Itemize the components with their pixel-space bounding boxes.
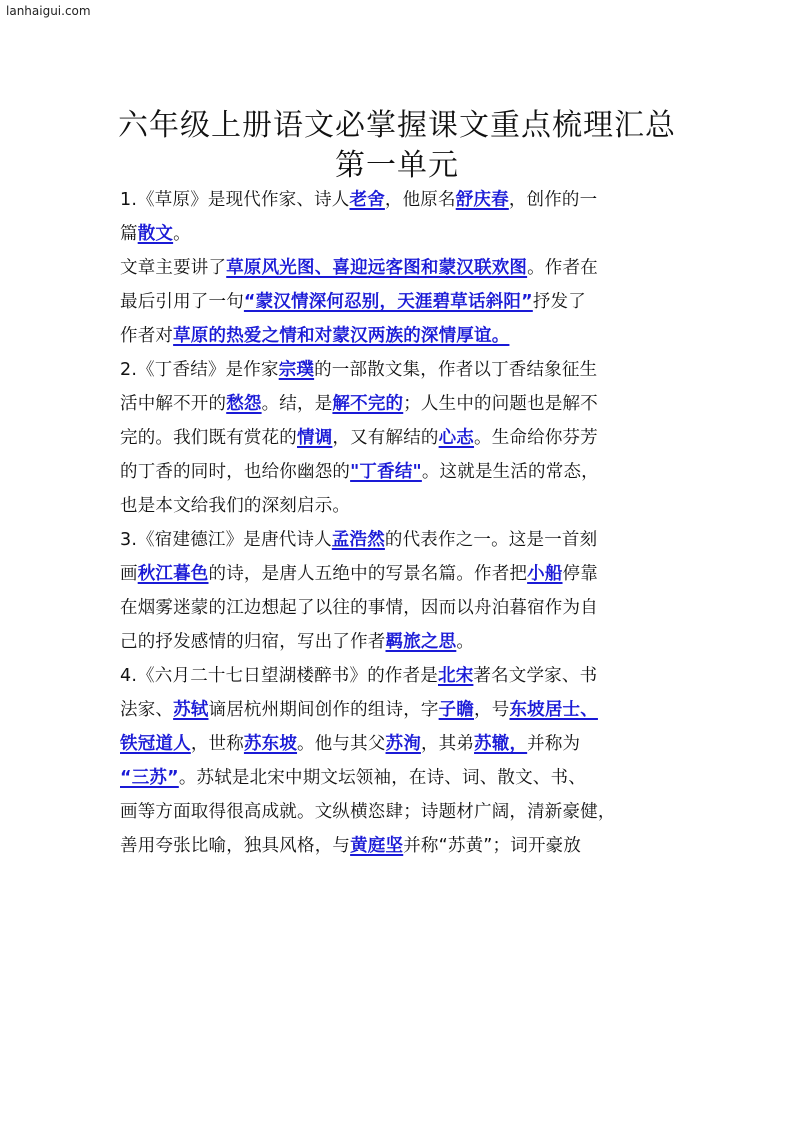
text-segment: ，其弟 — [420, 734, 475, 754]
unit-heading: 第一单元 — [335, 148, 459, 183]
text-line — [120, 285, 675, 319]
text-segment: 的丁香的同时，也给你幽怨的 — [120, 462, 351, 482]
highlighted-keyword: 心志 — [438, 428, 475, 448]
document-body — [120, 183, 675, 863]
text-segment: ，创作的一 — [508, 190, 598, 210]
text-line — [120, 251, 675, 285]
text-segment: 篇 — [120, 224, 138, 244]
highlighted-keyword: 散文 — [137, 224, 174, 244]
text-segment: 1.《草原》是现代作家、诗人 — [120, 190, 350, 210]
text-line — [120, 489, 675, 523]
text-segment: 并称“苏黄”；词开豪放 — [403, 836, 582, 856]
highlighted-keyword: 铁冠道人 — [120, 734, 191, 754]
text-segment: 作者对 — [120, 326, 174, 346]
document-title: 六年级上册语文必掌握课文重点梳理汇总 — [118, 108, 676, 143]
text-line — [120, 727, 675, 761]
highlighted-keyword: 秋江暮色 — [137, 564, 209, 584]
text-segment: 。他与其父 — [297, 734, 386, 754]
highlighted-keyword: 苏东坡 — [243, 734, 298, 754]
text-line — [120, 523, 675, 557]
text-line — [120, 761, 675, 795]
text-line — [120, 217, 675, 251]
text-segment: 在烟雾迷蒙的江边想起了以往的事情，因而以舟泊暮宿作为自 — [120, 598, 598, 618]
text-segment: ；人生中的问题也是解不 — [403, 394, 598, 414]
text-segment: 。结，是 — [261, 394, 333, 414]
text-segment: 停靠 — [562, 564, 598, 584]
highlighted-keyword: 北宋 — [438, 666, 474, 686]
highlighted-keyword: 苏辙， — [474, 734, 528, 754]
text-segment: 的诗，是唐人五绝中的写景名篇。作者把 — [208, 564, 528, 584]
text-segment: 。作者在 — [527, 258, 598, 278]
highlighted-keyword: 舒庆春 — [455, 190, 509, 210]
highlighted-keyword: 黄庭坚 — [350, 836, 404, 856]
text-segment: ，他原名 — [384, 190, 456, 210]
text-segment: 最后引用了一句 — [120, 292, 244, 312]
text-line — [120, 387, 675, 421]
text-segment: 活中解不开的 — [120, 394, 227, 414]
text-line — [120, 455, 675, 489]
text-segment: 善用夸张比喻，独具风格，与 — [120, 836, 351, 856]
text-segment: 完的。我们既有赏花的 — [120, 428, 297, 448]
highlighted-keyword: 羁旅之思 — [385, 632, 457, 652]
text-segment: ，世称 — [190, 734, 244, 754]
text-segment: ，又有解结的 — [332, 428, 439, 448]
text-line — [120, 659, 675, 693]
highlighted-keyword: 东坡居士、 — [509, 700, 598, 720]
text-line — [120, 829, 675, 863]
text-segment: 2.《丁香结》是作家 — [120, 360, 279, 380]
text-segment: 法家、 — [120, 700, 174, 720]
text-segment: 己的抒发感情的归宿，写出了作者 — [120, 632, 386, 652]
text-line — [120, 591, 675, 625]
text-segment: 。生命给你芬芳 — [474, 428, 598, 448]
text-line — [120, 319, 675, 353]
watermark: lanhaigui.com — [6, 4, 91, 18]
highlighted-keyword: 子瞻 — [438, 700, 475, 720]
text-segment: 4.《六月二十七日望湖楼醉书》的作者是 — [120, 666, 438, 686]
text-segment: 的代表作之一。这是一首刻 — [384, 530, 598, 550]
text-segment: 文章主要讲了 — [120, 258, 227, 278]
highlighted-keyword: 草原风光图、喜迎远客图和蒙汉联欢图 — [226, 258, 528, 278]
highlighted-keyword: “三苏” — [120, 768, 179, 788]
highlighted-keyword: 宗璞 — [278, 360, 315, 380]
text-line — [120, 693, 675, 727]
highlighted-keyword: 苏洵 — [385, 734, 421, 754]
highlighted-keyword: "丁香结" — [350, 462, 422, 482]
text-segment: 著名文学家、书 — [473, 666, 598, 686]
highlighted-keyword: 老舍 — [349, 190, 385, 210]
text-segment: 画 — [120, 564, 138, 584]
highlighted-keyword: 情调 — [297, 428, 333, 448]
text-segment: 。 — [456, 632, 475, 652]
text-segment: 。苏轼是北宋中期文坛领袖，在诗、词、散文、书、 — [178, 768, 586, 788]
text-line — [120, 421, 675, 455]
highlighted-keyword: 草原的热爱之情和对蒙汉两族的深情厚谊。 — [173, 326, 510, 346]
text-segment: 并称为 — [527, 734, 581, 754]
text-line — [120, 795, 675, 829]
highlighted-keyword: 解不完的 — [332, 394, 404, 414]
text-segment: 谪居杭州期间创作的组诗，字 — [208, 700, 439, 720]
highlighted-keyword: 小船 — [527, 564, 563, 584]
highlighted-keyword: “蒙汉情深何忍别，天涯碧草话斜阳” — [243, 292, 533, 312]
text-line — [120, 353, 675, 387]
text-line — [120, 557, 675, 591]
text-segment: 。 — [173, 224, 191, 244]
highlighted-keyword: 苏轼 — [173, 700, 209, 720]
text-segment: ，号 — [474, 700, 510, 720]
text-segment: 。这就是生活的常态， — [421, 462, 599, 482]
text-segment: 的一部散文集，作者以丁香结象征生 — [314, 360, 598, 380]
highlighted-keyword: 愁怨 — [226, 394, 262, 414]
text-segment: 3.《宿建德江》是唐代诗人 — [120, 530, 332, 550]
text-segment: 画等方面取得很高成就。文纵横恣肆；诗题材广阔，清新豪健， — [120, 802, 616, 822]
text-segment: 抒发了 — [532, 292, 586, 312]
text-segment: 也是本文给我们的深刻启示。 — [120, 496, 351, 516]
highlighted-keyword: 孟浩然 — [331, 530, 385, 550]
text-line — [120, 183, 675, 217]
text-line — [120, 625, 675, 659]
